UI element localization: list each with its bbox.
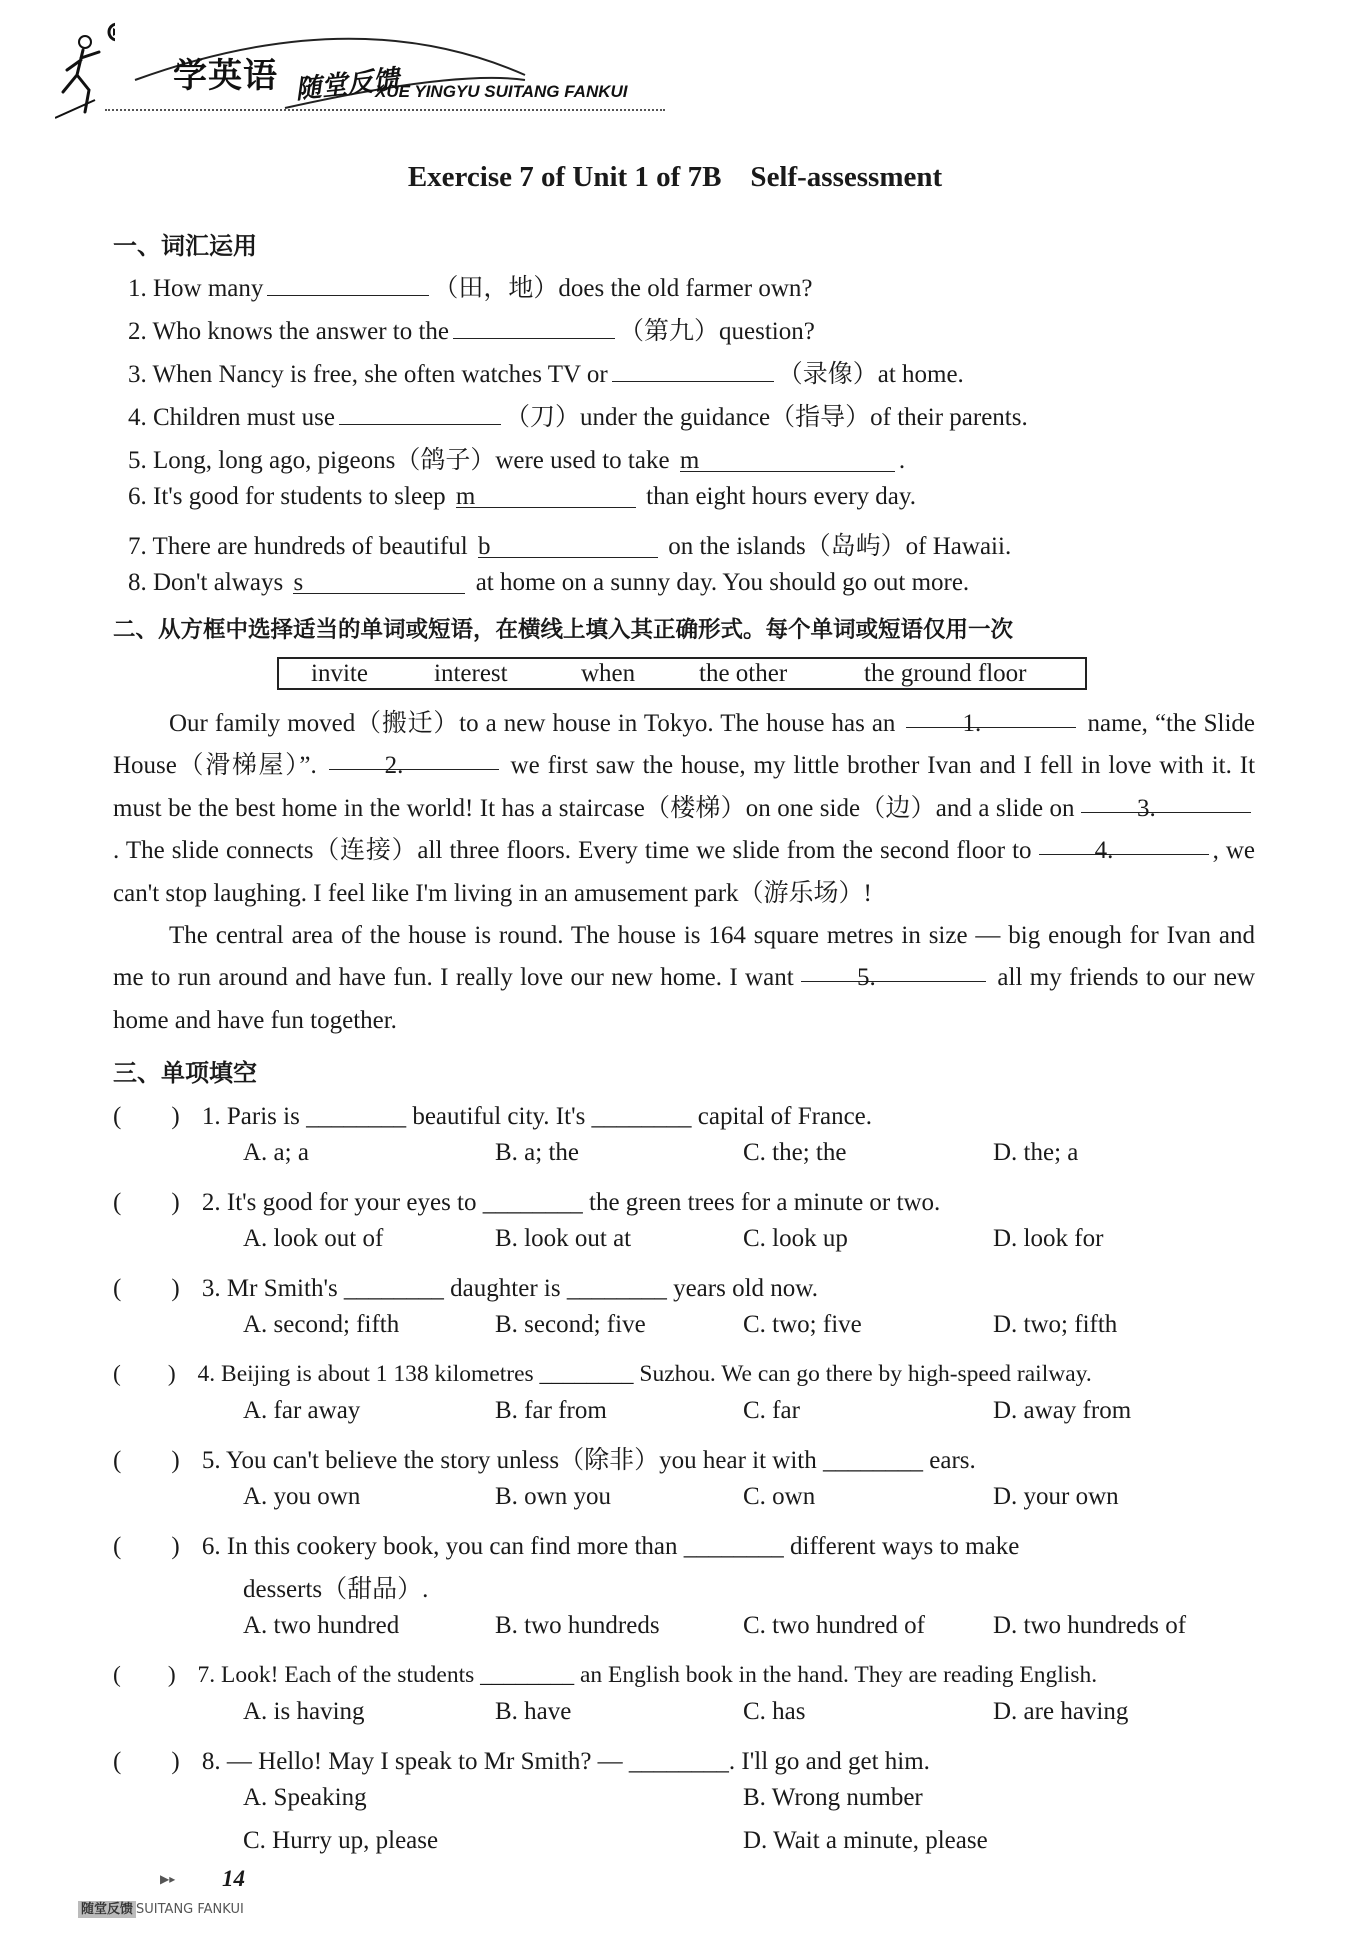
mcq-option[interactable]: A. a; a — [243, 1139, 309, 1166]
answer-blank[interactable] — [612, 357, 774, 382]
answer-blank[interactable]: 4. — [1039, 830, 1209, 855]
section3-heading: 三、单项填空 — [113, 1059, 257, 1087]
vocab-item: 1. How many （田，地）does the old farmer own? — [128, 268, 812, 304]
word-option: invite — [311, 660, 368, 687]
mcq-option[interactable]: C. has — [743, 1698, 806, 1725]
mcq-question: ( ) 5. You can't believe the story unless（除非）you hear it with ________ ears. — [113, 1447, 976, 1474]
answer-paren[interactable]: ( ) — [113, 1748, 180, 1775]
answer-blank[interactable]: s — [293, 569, 465, 594]
mcq-option[interactable]: D. your own — [993, 1483, 1119, 1510]
section1-heading: 一、词汇运用 — [113, 232, 257, 260]
mcq-question: ( ) 3. Mr Smith's ________ daughter is ________ years old now. — [113, 1275, 818, 1302]
word-box — [277, 657, 1087, 690]
mcq-option[interactable]: D. the; a — [993, 1139, 1079, 1166]
mcq-option[interactable]: B. second; five — [495, 1311, 646, 1338]
mcq-question: ( ) 7. Look! Each of the students ________ an English book in the hand. They are reading English. — [113, 1662, 1098, 1688]
mcq-option[interactable]: C. Hurry up, please — [243, 1827, 439, 1854]
mcq-option[interactable]: C. the; the — [743, 1139, 847, 1166]
footer-tag-en: SUITANG FANKUI — [136, 1902, 244, 1917]
mcq-option[interactable]: A. Speaking — [243, 1784, 367, 1811]
answer-blank[interactable]: 1. — [906, 703, 1076, 728]
mcq-option[interactable]: C. two; five — [743, 1311, 862, 1338]
mcq-option[interactable]: A. second; fifth — [243, 1311, 400, 1338]
mcq-option[interactable]: B. far from — [495, 1397, 607, 1424]
answer-paren[interactable]: ( ) — [113, 1189, 180, 1216]
mcq-option[interactable]: D. look for — [993, 1225, 1104, 1252]
mcq-option[interactable]: A. is having — [243, 1698, 365, 1725]
header-cn-subtitle: 随堂反馈 — [293, 64, 401, 106]
answer-blank[interactable]: 2. — [329, 745, 499, 770]
answer-paren[interactable]: ( ) — [113, 1275, 180, 1302]
mcq-option[interactable]: D. are having — [993, 1698, 1129, 1725]
mcq-option[interactable]: A. look out of — [243, 1225, 384, 1252]
vocab-item: 6. It's good for students to sleep m than eight hours every day. — [128, 483, 916, 510]
mcq-option[interactable]: A. far away — [243, 1397, 361, 1424]
mcq-option[interactable]: D. Wait a minute, please — [743, 1827, 988, 1854]
mcq-question: ( ) 4. Beijing is about 1 138 kilometres ________ Suzhou. We can go there by high-speed railway. — [113, 1361, 1092, 1387]
answer-blank[interactable]: 5. — [801, 957, 986, 982]
footer-tag-cn: 随堂反馈 — [78, 1901, 136, 1918]
header-en-subtitle: XUE YINGYU SUITANG FANKUI — [375, 82, 628, 101]
mcq-option[interactable]: B. two hundreds — [495, 1612, 660, 1639]
mcq-option[interactable]: B. Wrong number — [743, 1784, 923, 1811]
mcq-option[interactable]: C. far — [743, 1397, 800, 1424]
answer-paren[interactable]: ( ) — [113, 1662, 176, 1688]
mcq-option[interactable]: D. two hundreds of — [993, 1612, 1187, 1639]
play-arrow-icon: ▶▸ — [160, 1872, 176, 1886]
mcq-question-continued: desserts（甜品）. — [243, 1576, 429, 1603]
mcq-option[interactable]: B. own you — [495, 1483, 611, 1510]
page-title: Exercise 7 of Unit 1 of 7B Self-assessment — [407, 161, 943, 193]
mcq-option[interactable]: C. two hundred of — [743, 1612, 925, 1639]
mcq-question: ( ) 8. — Hello! May I speak to Mr Smith? — ________. I'll go and get him. — [113, 1748, 930, 1775]
header-cn-title: 学英语 — [173, 56, 278, 96]
answer-paren[interactable]: ( ) — [113, 1361, 176, 1387]
answer-blank[interactable]: m — [456, 483, 636, 508]
mcq-option[interactable]: A. two hundred — [243, 1612, 400, 1639]
answer-blank[interactable] — [453, 314, 615, 339]
vocab-item: 2. Who knows the answer to the （第九）question? — [128, 311, 815, 347]
vocab-item: 8. Don't always s at home on a sunny day. You should go out more. — [128, 569, 970, 596]
mcq-option[interactable]: C. own — [743, 1483, 816, 1510]
mcq-question: ( ) 2. It's good for your eyes to ________ the green trees for a minute or two. — [113, 1189, 941, 1216]
mcq-option[interactable]: B. look out at — [495, 1225, 632, 1252]
vocab-item: 5. Long, long ago, pigeons（鸽子）were used to take m . — [128, 447, 906, 474]
passage-paragraph-2: The central area of the house is round. The house is 164 square metres in size — big enough for Ivan and me to run around and have fun. I really love our new home. I want 5. all my friends to our new home and have fun together. — [113, 922, 1256, 1034]
word-option: interest — [434, 660, 508, 687]
mcq-option[interactable]: C. look up — [743, 1225, 848, 1252]
passage-paragraph-1: Our family moved（搬迁）to a new house in Tokyo. The house has an 1. name, “the Slide House（滑梯屋）”. 2. we first saw the house, my little brother Ivan and I fell in love with it. It must be the best home in the world! It has a staircase（楼梯）on one side（边）and a slide on 3.. The slide connects（连接）all three floors. Every time we slide from the second floor to 4. , we can't stop laughing. I feel like I'm living in an amusement park（游乐场）! — [113, 703, 1255, 915]
mcq-option[interactable]: A. you own — [243, 1483, 361, 1510]
section2-heading: 二、从方框中选择适当的单词或短语，在横线上填入其正确形式。每个单词或短语仅用一次 — [113, 617, 1014, 643]
word-option: when — [581, 660, 636, 687]
answer-paren[interactable]: ( ) — [113, 1447, 180, 1474]
header-divider — [105, 109, 665, 111]
answer-blank[interactable]: 3. — [1081, 788, 1251, 813]
word-option: the other — [699, 660, 788, 687]
mcq-question: ( ) 1. Paris is ________ beautiful city. It's ________ capital of France. — [113, 1103, 873, 1130]
answer-blank[interactable]: m — [680, 447, 895, 472]
answer-paren[interactable]: ( ) — [113, 1533, 180, 1560]
mcq-option[interactable]: D. two; fifth — [993, 1311, 1118, 1338]
mcq-option[interactable]: D. away from — [993, 1397, 1132, 1424]
footer-tag — [78, 1898, 244, 1917]
mcq-option[interactable]: B. have — [495, 1698, 572, 1725]
answer-blank[interactable] — [339, 400, 501, 425]
word-option: the ground floor — [864, 660, 1027, 687]
answer-blank[interactable] — [267, 271, 429, 296]
answer-blank[interactable]: b — [478, 533, 658, 558]
vocab-item: 7. There are hundreds of beautiful b on the islands（岛屿）of Hawaii. — [128, 533, 1012, 560]
header-logo — [55, 20, 675, 125]
vocab-item: 3. When Nancy is free, she often watches TV or （录像）at home. — [128, 354, 964, 390]
vocab-item: 4. Children must use （刀）under the guidance（指导）of their parents. — [128, 397, 1028, 433]
mcq-option[interactable]: B. a; the — [495, 1139, 580, 1166]
mcq-question: ( ) 6. In this cookery book, you can find more than ________ different ways to make — [113, 1533, 1020, 1560]
page-number: 14 — [222, 1866, 245, 1891]
answer-paren[interactable]: ( ) — [113, 1103, 180, 1130]
